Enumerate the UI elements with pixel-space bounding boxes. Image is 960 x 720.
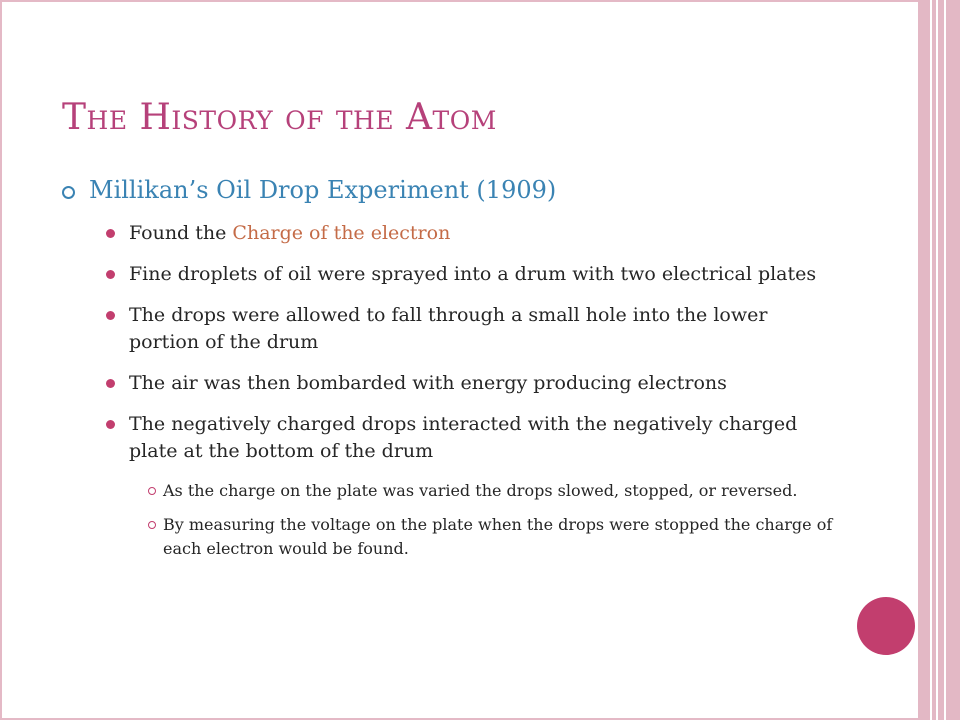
dot-bullet-icon [106,379,115,388]
sub-list-item [60,513,840,561]
list-item [60,220,840,247]
bullet-text: The air was then bombarded with energy producing electrons [129,372,727,395]
bullet-text: The negatively charged drops interacted with the negatively charged plate at the bottom of the drum [129,413,798,463]
bullet-text: Fine droplets of oil were sprayed into a drum with two electrical plates [129,263,817,286]
highlight-text: Charge of the electron [232,222,451,245]
slide-content [60,175,840,571]
stripe-line [930,0,932,720]
slide-border-top [0,0,960,2]
sub-bullet-text: As the charge on the plate was varied the drops slowed, stopped, or reversed. [163,481,798,501]
dot-bullet-icon [106,270,115,279]
small-ring-bullet-icon [148,521,156,529]
right-stripe-band [918,0,960,720]
slide-title: The History of the Atom [62,97,497,138]
stripe-line [944,0,946,720]
list-item [60,302,840,356]
sub-list-item [60,479,840,503]
bullet-text: The drops were allowed to fall through a small hole into the lower portion of the drum [129,304,768,354]
accent-circle-decoration [857,597,915,655]
heading-text: Millikan’s Oil Drop Experiment (1909) [89,176,557,204]
sub-bullet-text: By measuring the voltage on the plate when the drops were stopped the charge of each electron would be found. [163,515,833,559]
list-item [60,370,840,397]
dot-bullet-icon [106,229,115,238]
bullet-text: Found the [129,222,233,245]
stripe-line [936,0,938,720]
heading-item [60,175,840,206]
dot-bullet-icon [106,420,115,429]
slide-border-left [0,0,2,720]
list-item [60,261,840,288]
ring-bullet-icon [62,186,75,199]
small-ring-bullet-icon [148,487,156,495]
list-item [60,411,840,465]
dot-bullet-icon [106,311,115,320]
